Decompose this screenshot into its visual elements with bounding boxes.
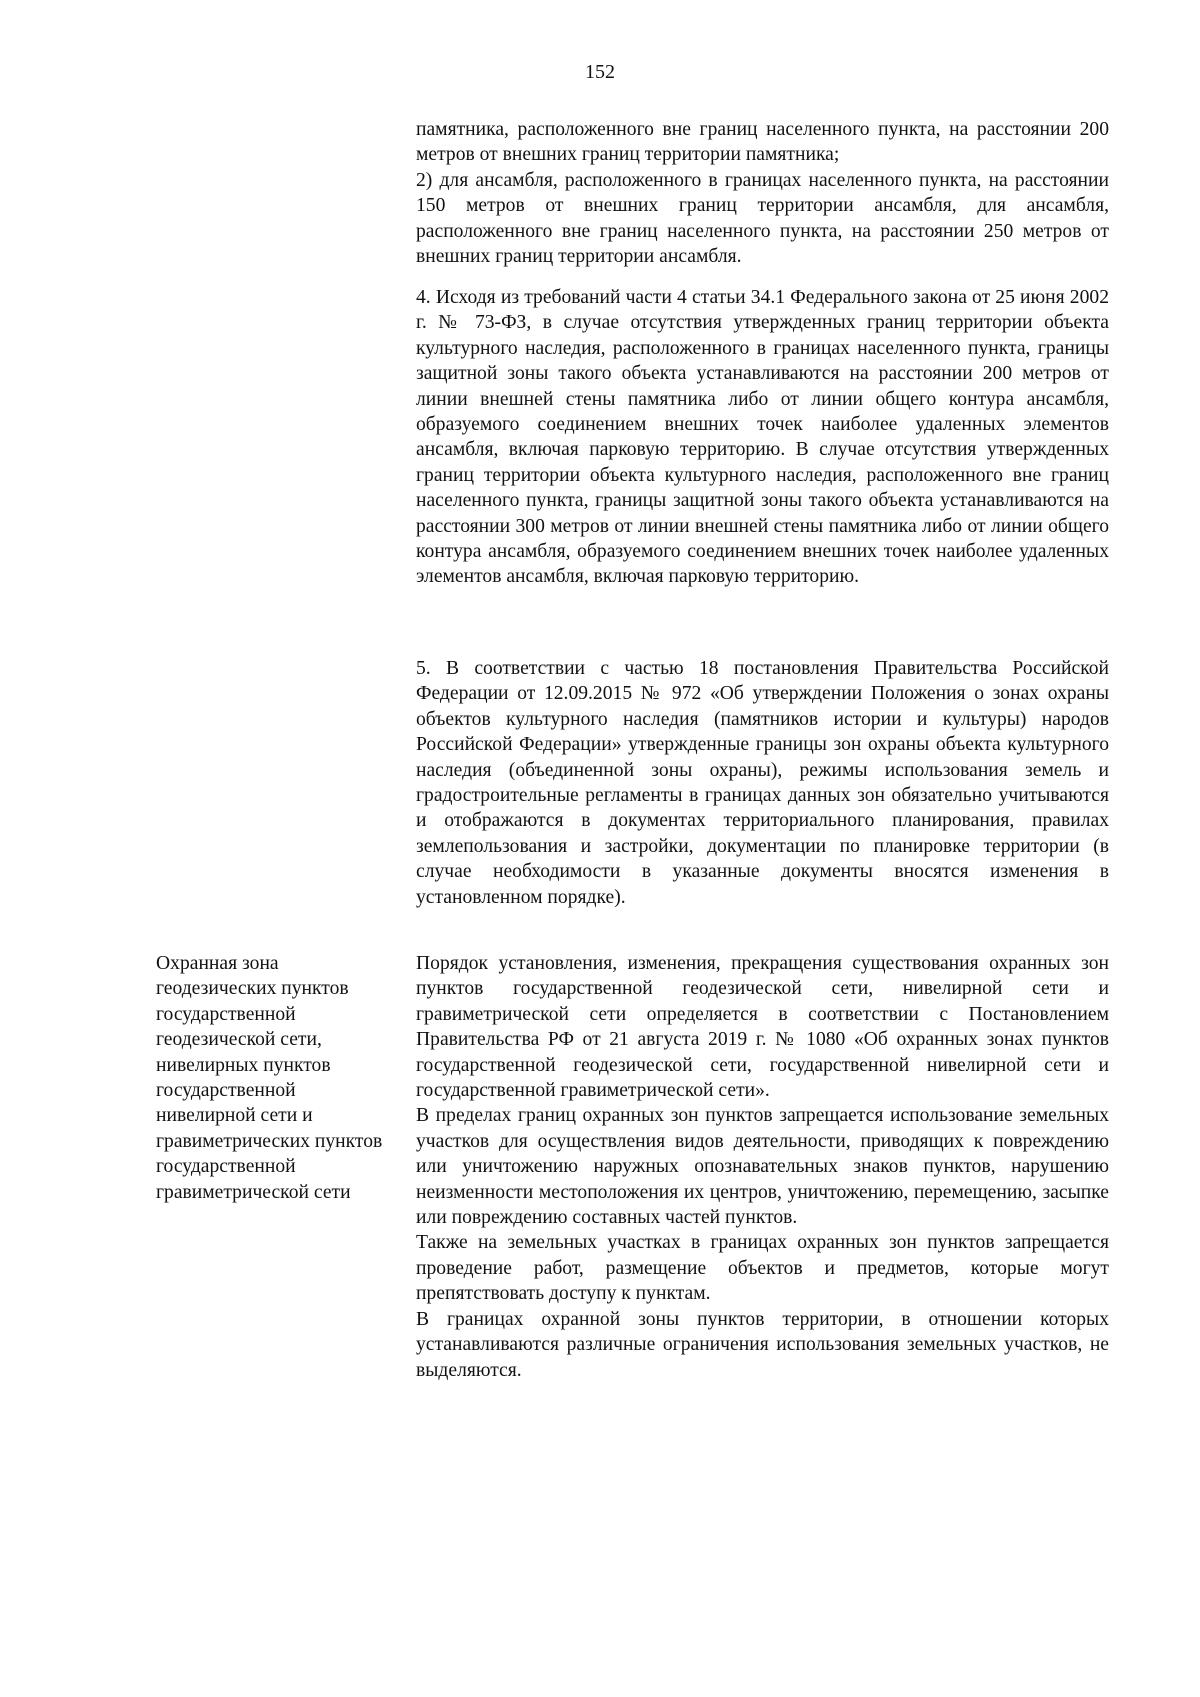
item-5-block <box>416 656 1109 910</box>
geodetic-zone-content <box>416 951 1109 1383</box>
continuation-paragraph: памятника, расположенного вне границ населенного пункта, на расстоянии 200 метров от внешних границ территории памятника; <box>416 119 1109 166</box>
top-continuation-block <box>416 117 1109 269</box>
item-5-paragraph: 5. В соответствии с частью 18 постановления Правительства Российской Федерации от 12.09.2015 № 972 «Об утверждении Положения о зонах охраны объектов культурного наследия (памятников истории и культуры) народов Российской Федерации» утвержденные границы зон охраны объекта культурного наследия (объединенной зоны охраны), режимы использования земель и градостроительные регламенты в границах данных зон обязательно учитываются и отображаются в документах территориального планирования, правилах землепользования и застройки, документации по планировке территории (в случае необходимости в указанные документы вносятся изменения в установленном порядке). <box>416 658 1109 908</box>
geodetic-paragraph-1: Порядок установления, изменения, прекращения существования охранных зон пунктов государственной геодезической сети, нивелирной сети и гравиметрической сети определяется в соответствии с Постановлением Правительства РФ от 21 августа 2019 г. № 1080 «Об охранных зонах пунктов государственной геодезической сети, государственной нивелирной сети и государственной гравиметрической сети». <box>416 953 1109 1102</box>
page-number: 152 <box>585 61 615 83</box>
geodetic-zone-label: Охранная зона геодезических пунктов государственной геодезической сети, нивелирных пунктов государственной нивелирной сети и гравиметрических пунктов государственной гравиметрической сети <box>156 953 383 1203</box>
item-4-block <box>416 285 1109 590</box>
ensemble-distance-paragraph: 2) для ансамбля, расположенного в границах населенного пункта, на расстоянии 150 метров от внешних границ территории ансамбля, для ансамбля, расположенного вне границ населенного пункта, на расстоянии 250 метров от внешних границ территории ансамбля. <box>416 169 1109 268</box>
geodetic-paragraph-3: Также на земельных участках в границах охранных зон пунктов запрещается проведение работ, размещение объектов и предметов, которые могут препятствовать доступу к пунктам. <box>416 1232 1109 1305</box>
item-4-paragraph: 4. Исходя из требований части 4 статьи 34.1 Федерального закона от 25 июня 2002 г. № 73-ФЗ, в случае отсутствия утвержденных границ территории объекта культурного наследия, расположенного в границах населенного пункта, границы защитной зоны такого объекта устанавливаются на расстоянии 200 метров от линии внешней стены памятника либо от линии общего контура ансамбля, образуемого соединением внешних точек наиболее удаленных элементов ансамбля, включая парковую территорию. В случае отсутствия утвержденных границ территории объекта культурного наследия, расположенного вне границ населенного пункта, границы защитной зоны такого объекта устанавливаются на расстоянии 300 метров от линии внешней стены памятника либо от линии общего контура ансамбля, образуемого соединением внешних точек наиболее удаленных элементов ансамбля, включая парковую территорию. <box>416 287 1109 588</box>
geodetic-paragraph-2: В пределах границ охранных зон пунктов запрещается использование земельных участков для осуществления видов деятельности, приводящих к повреждению или уничтожению наружных опознавательных знаков пунктов, нарушению неизменности местоположения их центров, уничтожению, перемещению, засыпке или повреждению составных частей пунктов. <box>416 1105 1109 1229</box>
geodetic-paragraph-4: В границах охранной зоны пунктов территории, в отношении которых устанавливаются различные ограничения использования земельных участков, не выделяются. <box>416 1308 1109 1381</box>
